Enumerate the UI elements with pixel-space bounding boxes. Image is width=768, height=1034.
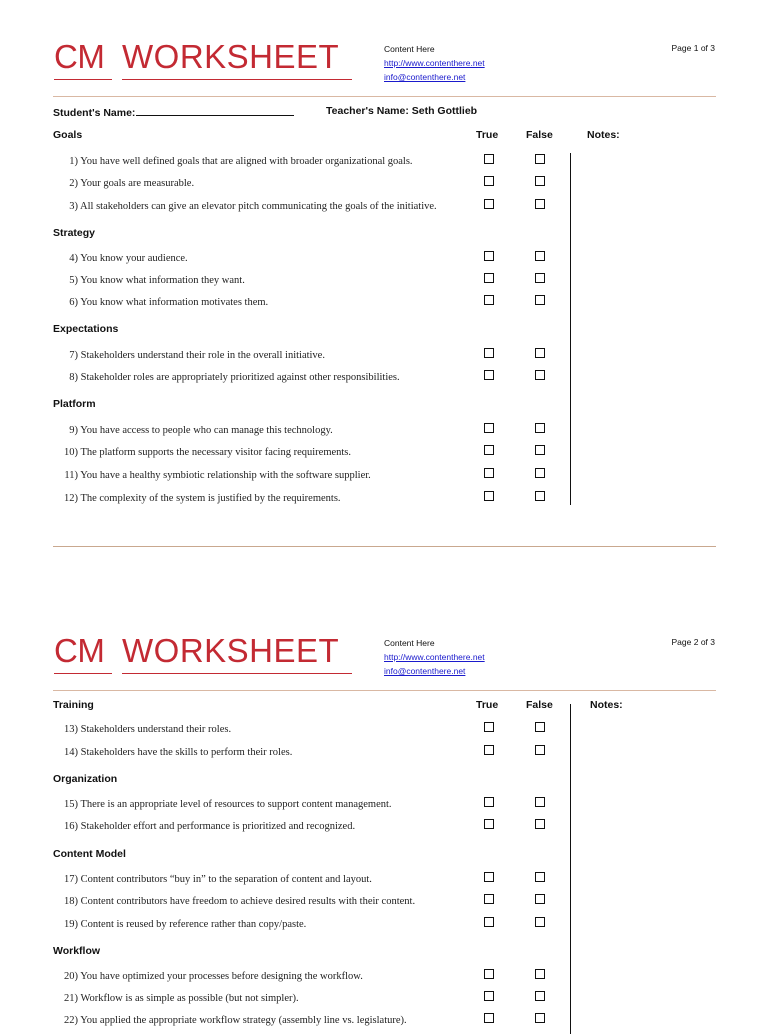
- true-checkbox[interactable]: [484, 491, 494, 501]
- logo-worksheet-text: WORKSHEET: [122, 632, 340, 669]
- true-checkbox[interactable]: [484, 917, 494, 927]
- item-text: Content contributors have freedom to achieve desired results with their content.: [80, 896, 416, 907]
- contact-content-label: Content Here: [384, 44, 435, 54]
- false-column-header: False: [526, 699, 553, 711]
- list-item: [56, 747, 292, 758]
- false-checkbox[interactable]: [535, 722, 545, 732]
- item-number: 19): [64, 919, 78, 930]
- item-text: Stakeholder effort and performance is prioritized and recognized.: [80, 821, 356, 832]
- logo-underline: [122, 79, 352, 80]
- true-checkbox[interactable]: [484, 348, 494, 358]
- true-checkbox[interactable]: [484, 797, 494, 807]
- header-rule: [53, 690, 716, 691]
- true-checkbox[interactable]: [484, 969, 494, 979]
- list-item: [56, 201, 437, 212]
- false-checkbox[interactable]: [535, 797, 545, 807]
- true-checkbox[interactable]: [484, 295, 494, 305]
- true-checkbox[interactable]: [484, 745, 494, 755]
- true-checkbox[interactable]: [484, 1013, 494, 1023]
- section-title: Goals: [53, 129, 83, 141]
- section-title: Training: [53, 699, 94, 711]
- item-number: 22): [64, 1015, 78, 1026]
- worksheet-page-2: [0, 594, 768, 1024]
- header-rule: [53, 96, 716, 97]
- false-checkbox[interactable]: [535, 445, 545, 455]
- item-text: Content is reused by reference rather than copy/paste.: [80, 919, 307, 930]
- item-number: 1): [69, 156, 78, 167]
- list-item: [56, 425, 333, 436]
- item-number: 15): [64, 799, 78, 810]
- list-item: [56, 799, 392, 810]
- true-checkbox[interactable]: [484, 894, 494, 904]
- item-number: 6): [69, 297, 78, 308]
- true-checkbox[interactable]: [484, 872, 494, 882]
- notes-divider: [570, 704, 571, 1034]
- item-text: Stakeholders understand their role in the overall initiative.: [80, 350, 325, 361]
- false-checkbox[interactable]: [535, 468, 545, 478]
- list-item: [56, 971, 363, 982]
- logo-underline: [122, 673, 352, 674]
- item-text: The complexity of the system is justified by the requirements.: [80, 493, 341, 504]
- false-checkbox[interactable]: [535, 1013, 545, 1023]
- item-number: 3): [69, 201, 78, 212]
- item-text: All stakeholders can give an elevator pitch communicating the goals of the initiative.: [80, 201, 437, 212]
- section-title: Organization: [53, 773, 118, 785]
- item-number: 16): [64, 821, 78, 832]
- false-checkbox[interactable]: [535, 348, 545, 358]
- logo-underline: [54, 673, 112, 674]
- website-link[interactable]: http://www.contenthere.net: [384, 58, 485, 69]
- section-title: Strategy: [53, 227, 96, 239]
- false-checkbox[interactable]: [535, 745, 545, 755]
- item-number: 18): [64, 896, 78, 907]
- true-checkbox[interactable]: [484, 370, 494, 380]
- contact-block: [384, 636, 485, 679]
- cm-worksheet-logo: [54, 632, 354, 674]
- true-checkbox[interactable]: [484, 251, 494, 261]
- item-number: 20): [64, 971, 78, 982]
- logo-worksheet-text: WORKSHEET: [122, 38, 340, 75]
- item-text: You have optimized your processes before designing the workflow.: [80, 971, 363, 982]
- list-item: [56, 821, 355, 832]
- item-number: 5): [69, 275, 78, 286]
- cm-worksheet-logo: [54, 38, 354, 80]
- false-checkbox[interactable]: [535, 969, 545, 979]
- list-item: [56, 493, 341, 504]
- item-text: You know what information motivates them.: [80, 297, 269, 308]
- false-checkbox[interactable]: [535, 819, 545, 829]
- item-text: Stakeholders understand their roles.: [80, 724, 232, 735]
- true-checkbox[interactable]: [484, 176, 494, 186]
- item-number: 11): [64, 470, 78, 481]
- section-title: Expectations: [53, 323, 119, 335]
- false-checkbox[interactable]: [535, 370, 545, 380]
- page-number: Page 1 of 3: [671, 43, 715, 53]
- true-checkbox[interactable]: [484, 468, 494, 478]
- section-title: Platform: [53, 398, 96, 410]
- item-number: 8): [69, 372, 78, 383]
- false-checkbox[interactable]: [535, 295, 545, 305]
- item-text: There is an appropriate level of resources to support content management.: [80, 799, 392, 810]
- page-end-rule: [53, 546, 716, 547]
- contact-block: [384, 42, 485, 85]
- list-item: [56, 297, 268, 308]
- list-item: [56, 919, 306, 930]
- false-checkbox[interactable]: [535, 251, 545, 261]
- list-item: [56, 1015, 407, 1026]
- true-checkbox[interactable]: [484, 722, 494, 732]
- item-text: You know your audience.: [80, 253, 188, 264]
- student-name-field[interactable]: [53, 105, 294, 119]
- false-checkbox[interactable]: [535, 991, 545, 1001]
- item-number: 21): [64, 993, 78, 1004]
- website-link[interactable]: http://www.contenthere.net: [384, 652, 485, 663]
- true-checkbox[interactable]: [484, 273, 494, 283]
- false-checkbox[interactable]: [535, 423, 545, 433]
- true-checkbox[interactable]: [484, 445, 494, 455]
- item-number: 14): [64, 747, 78, 758]
- item-text: Your goals are measurable.: [80, 178, 195, 189]
- false-checkbox[interactable]: [535, 894, 545, 904]
- list-item: [56, 156, 413, 167]
- list-item: [56, 724, 231, 735]
- item-text: You have a healthy symbiotic relationship with the software supplier.: [80, 470, 371, 481]
- true-column-header: True: [476, 129, 499, 141]
- list-item: [56, 896, 415, 907]
- item-text: Content contributors “buy in” to the separation of content and layout.: [80, 874, 372, 885]
- false-checkbox[interactable]: [535, 154, 545, 164]
- false-checkbox[interactable]: [535, 199, 545, 209]
- item-text: Stakeholder roles are appropriately prioritized against other responsibilities.: [80, 372, 400, 383]
- list-item: [56, 447, 351, 458]
- true-checkbox[interactable]: [484, 154, 494, 164]
- true-column-header: True: [476, 699, 499, 711]
- true-checkbox[interactable]: [484, 423, 494, 433]
- list-item: [56, 253, 188, 264]
- contact-content-label: Content Here: [384, 638, 435, 648]
- item-number: 9): [69, 425, 78, 436]
- email-link[interactable]: info@contenthere.net: [384, 72, 466, 83]
- logo-underline: [54, 79, 112, 80]
- false-checkbox[interactable]: [535, 176, 545, 186]
- true-checkbox[interactable]: [484, 991, 494, 1001]
- list-item: [56, 350, 325, 361]
- teacher-name: Teacher's Name: Seth Gottlieb: [326, 105, 478, 117]
- list-item: [56, 470, 371, 481]
- item-number: 13): [64, 724, 78, 735]
- logo-cm-text: CM: [54, 38, 105, 75]
- item-text: Workflow is as simple as possible (but not simpler).: [80, 993, 299, 1004]
- student-name-line[interactable]: [136, 105, 294, 116]
- notes-column-header: Notes:: [587, 129, 620, 141]
- logo-cm-text: CM: [54, 632, 105, 669]
- item-text: You applied the appropriate workflow strategy (assembly line vs. legislature).: [80, 1015, 407, 1026]
- true-checkbox[interactable]: [484, 819, 494, 829]
- list-item: [56, 372, 400, 383]
- item-number: 7): [69, 350, 78, 361]
- item-text: You have well defined goals that are aligned with broader organizational goals.: [80, 156, 413, 167]
- item-text: Stakeholders have the skills to perform their roles.: [80, 747, 293, 758]
- item-number: 10): [64, 447, 78, 458]
- list-item: [56, 275, 245, 286]
- false-checkbox[interactable]: [535, 491, 545, 501]
- item-text: You know what information they want.: [80, 275, 245, 286]
- notes-divider: [570, 153, 571, 505]
- section-title: Content Model: [53, 848, 126, 860]
- notes-column-header: Notes:: [590, 699, 623, 711]
- list-item: [56, 178, 194, 189]
- item-number: 17): [64, 874, 78, 885]
- student-name-label: Student's Name:: [53, 107, 136, 119]
- section-title: Workflow: [53, 945, 101, 957]
- false-checkbox[interactable]: [535, 872, 545, 882]
- list-item: [56, 874, 372, 885]
- true-checkbox[interactable]: [484, 199, 494, 209]
- false-checkbox[interactable]: [535, 273, 545, 283]
- false-column-header: False: [526, 129, 553, 141]
- item-text: The platform supports the necessary visitor facing requirements.: [80, 447, 352, 458]
- page-number: Page 2 of 3: [671, 637, 715, 647]
- item-number: 12): [64, 493, 78, 504]
- false-checkbox[interactable]: [535, 917, 545, 927]
- email-link[interactable]: info@contenthere.net: [384, 666, 466, 677]
- item-number: 4): [69, 253, 78, 264]
- item-text: You have access to people who can manage this technology.: [80, 425, 333, 436]
- list-item: [56, 993, 299, 1004]
- item-number: 2): [69, 178, 78, 189]
